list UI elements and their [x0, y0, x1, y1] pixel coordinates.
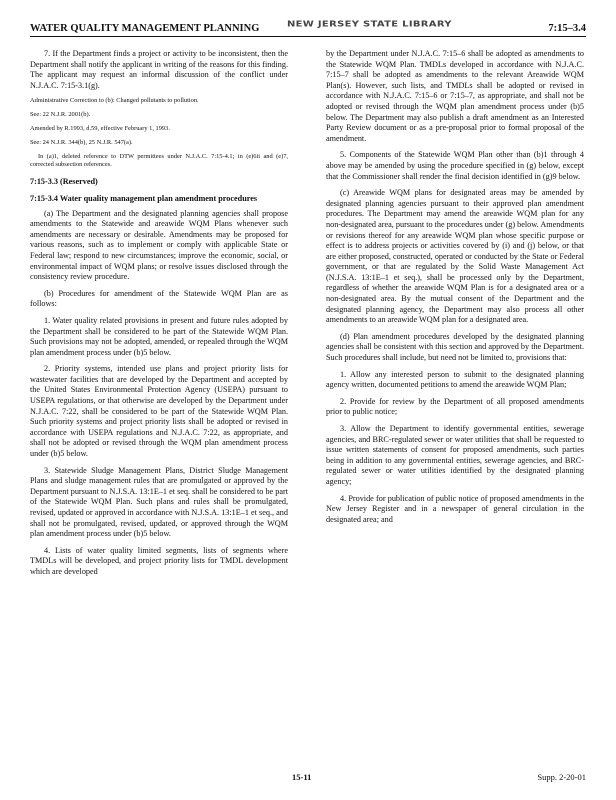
header-section-number: 7:15–3.4 [548, 23, 586, 34]
paragraph-a: (a) The Department and the designated planning agencies shall propose amendments to the Statewide and areawide WQM Plans whenever such amendments are necessary or desirable. Amendments may be proposed for various reasons, such as to implement or comply with applicable State or Federal law; respond to new circumstances; improve the economic, social, or environmental impact of WQM plans; or resolve issues disclosed through the consistency review procedure. [30, 208, 288, 282]
left-column [30, 49, 288, 584]
paragraph-b1: 1. Water quality related provisions in present and future rules adopted by the Department shall be considered to be part of the Statewide WQM Plan. Such provisions may not be adopted, amended, or repealed through the WQM plan amendment process under (b)5 below. [30, 315, 288, 357]
history-notes [30, 97, 288, 169]
paragraph-7: 7. If the Department finds a project or activity to be inconsistent, then the Department shall notify the applicant in writing of the reasons for this finding. The applicant may request an informal discussion of the conflict under N.J.A.C. 7:15-3.1(g). [30, 49, 288, 90]
paragraph-b2: 2. Priority systems, intended use plans and project priority lists for wastewater facilities that are developed by the Department and accepted by the United States Environmental Protection Agency (USEPA) pursuant to USEPA regulations, or that otherwise are developed by the Department under N.J.A.C. 7:22, shall be considered to be part of the Statewide WQM Plan. Such priority systems and project priority lists shall be adopted or revised in accordance with USEPA regulations and N.J.A.C. 7:22, as appropriate, and shall not be adopted or revised through the WQM plan amendment process under (b)5 below. [30, 364, 288, 459]
paragraph-d2: 2. Provide for review by the Department of all proposed amendments prior to public notice; [326, 396, 584, 417]
paragraph-c: (c) Areawide WQM plans for designated areas may be amended by designated planning agencies pursuant to their approved plan amendment procedures. The Department may amend the areawide WQM plan for any non-designated area, pursuant to the procedures under (g) below. Amendments or revisions thereof for any areawide WQM plan whose specific purpose or effect is to address projects or activities covered by (i) and (j) below, or that are either proposed, constructed, operated or conducted by the State or Federal government, or that are regulated by the Solid Waste Management Act (N.J.S.A. 13:1E–1 et seq.), shall be processed only by the Department, regardless of whether the areawide WQM Plan is for a designated area or a non-designated area. By the mutual consent of the Department and the designated planning agency, the Department may also process all other amendments to an areawide WQM plan for a designated area. [326, 188, 584, 325]
paragraph-d: (d) Plan amendment procedures developed by the designated planning agencies shall be consistent with this section and approved by the Department. Such procedures shall include, but need not be limited to, provisions that: [326, 331, 584, 363]
library-stamp: NEW JERSEY STATE LIBRARY [287, 20, 452, 29]
history-note: See: 24 N.J.R. 344(b), 25 N.J.R. 547(a). [30, 139, 133, 147]
paragraph-d4: 4. Provide for publication of public notice of proposed amendments in the New Jersey Register and in a newspaper of general circulation in the designated area; and [326, 493, 584, 524]
header-title: WATER QUALITY MANAGEMENT PLANNING [30, 23, 260, 34]
paragraph-b5: 5. Components of the Statewide WQM Plan other than (b)1 through 4 above may be amended by using the procedure specified in (g) below, except that the Commissioner shall render the final decision identified in (g)9 below. [326, 150, 584, 181]
section-heading-3-3: 7:15-3.3 (Reserved) [30, 177, 98, 187]
history-note: See: 22 N.J.R. 2001(b). [30, 111, 91, 119]
history-note: Amended by R.1993, d.59, effective February 1, 1993. [30, 125, 170, 133]
history-note: Administrative Correction to (b): Changed pollutants to pollution. [30, 97, 199, 105]
history-note: In (a)1, deleted reference to DTW permittees under N.J.A.C. 7:15-4.1; in (e)6ii and (e)7, corrected subsection references. [30, 153, 288, 169]
paragraph-b3: 3. Statewide Sludge Management Plans, District Sludge Management Plans and sludge management rules that are promulgated or approved by the Department pursuant to N.J.S.A. 13:1E–1 et seq. shall be considered to be part of the Statewide WQM Plan. Such plans and rules shall be promulgated, revised, updated or approved in accordance with N.J.S.A. 13:1E–1 et seq., and shall not be promulgated, revised, updated, or approved through the WQM plan amendment process under (b)5 below. [30, 465, 288, 539]
paragraph-d1: 1. Allow any interested person to submit to the designated planning agency written, documented petitions to amend the areawide WQM Plan; [326, 369, 584, 390]
paragraph-b4-continued: by the Department under N.J.A.C. 7:15–6 shall be adopted as amendments to the Statewide WQM Plan. TMDLs developed in accordance with N.J.A.C. 7:15–7 shall be adopted as amendments to the relevant Areawide WQM Plan(s). However, such lists, and TMDLs shall be adopted or revised in accordance with N.J.A.C. 7:15–6 or 7:15–7, as appropriate, and shall not be adopted or revised through the WQM plan amendment process under (b)5 below. The Department may also publish a draft amendment as an Interested Party Review document or as a pre-proposal prior to formal proposal of the amendment. [326, 49, 584, 143]
supplement-date: Supp. 2-20-01 [537, 772, 586, 782]
right-column [326, 49, 584, 531]
page-number: 15-11 [292, 772, 312, 782]
paragraph-d3: 3. Allow the Department to identify governmental entities, sewerage agencies, and BRC-regulated sewer or water utilities that shall be requested to issue written statements of consent for proposed amendments, such parties being in addition to any governmental entities, sewerage agencies, and BRC-regulated sewer or water utilities identified by the designated planning agency; [326, 424, 584, 486]
paragraph-b4: 4. Lists of water quality limited segments, lists of segments where TMDLs will be developed, and project priority lists for TMDL development which are developed [30, 545, 288, 576]
section-heading-3-4: 7:15-3.4 Water quality management plan amendment procedures [30, 193, 258, 203]
paragraph-b: (b) Procedures for amendment of the Statewide WQM Plan are as follows: [30, 288, 288, 309]
